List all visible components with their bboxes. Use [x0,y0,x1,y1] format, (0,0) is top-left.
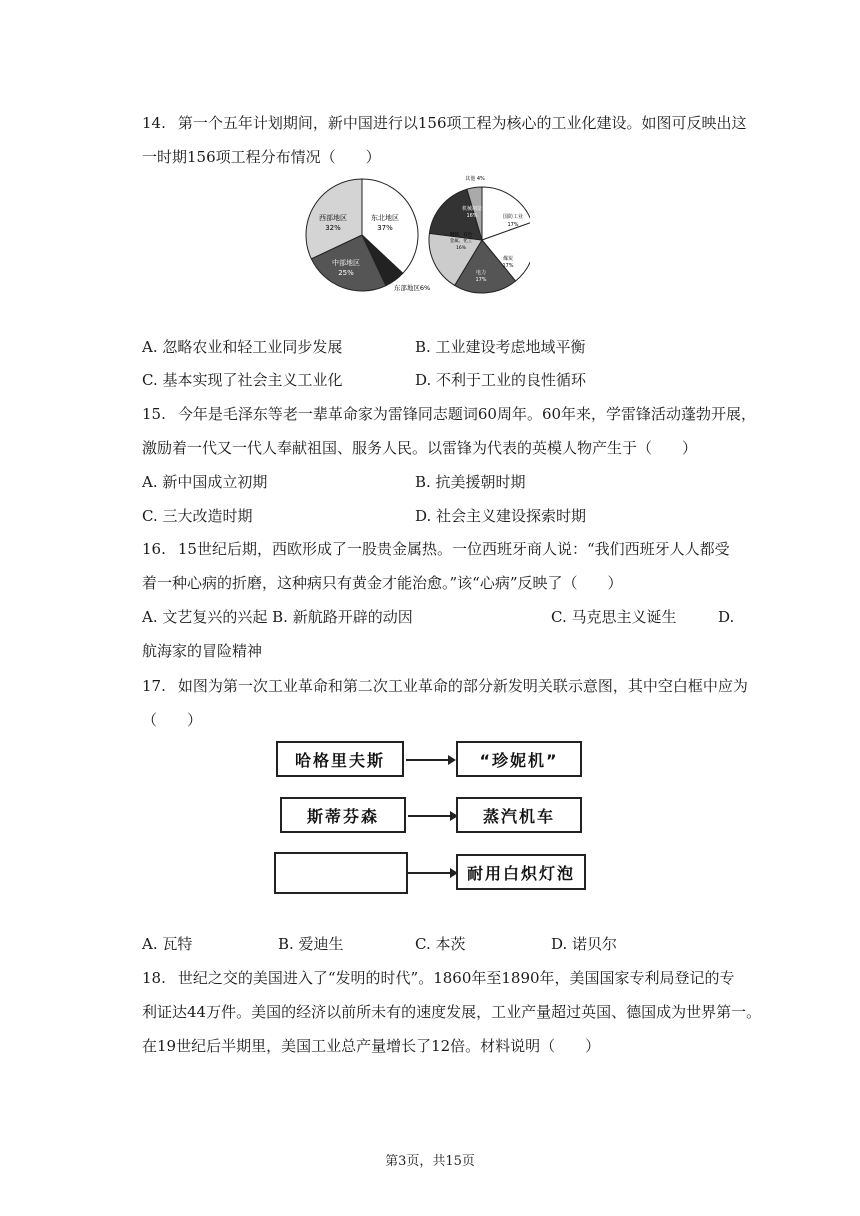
q16-option-d-text[interactable]: 航海家的冒险精神 [142,642,263,660]
q14-option-d[interactable]: D. 不利于工业的良性循环 [415,371,587,389]
pie-right-label-steel: 钢铁、有色 [449,233,473,238]
pie-right-pct-steel: 16% [455,246,467,251]
q17-number: 17. [142,677,166,695]
q15-stem-line1: 15. 今年是毛泽东等老一辈革命家为雷锋同志题词60周年。60年来，学雷锋活动蓬勃开展， [142,405,757,423]
pie-left-label-west: 西部地区 [319,214,347,222]
q17-stem-line2: （ ） [142,711,203,729]
pie-right-label-other: 其他 4% [465,176,485,182]
pie-right-label-power: 电力 [475,270,487,276]
q14-option-a[interactable]: A. 忽略农业和轻工业同步发展 [142,338,343,356]
q16-number: 16. [142,540,166,558]
q14-option-c[interactable]: C. 基本实现了社会主义工业化 [142,371,343,389]
q15-option-c[interactable]: C. 三大改造时期 [142,507,253,525]
q17-option-b[interactable]: B. 爱迪生 [278,935,344,953]
pie-right-label-defense: 国防工业 [502,214,524,220]
pie-right-label-machinery: 机械制造 [461,206,483,212]
q18-stem-line1: 18. 世纪之交的美国进入了“发明的时代”。1860年至1890年，美国国家专利局登记的专 [142,969,735,987]
pie-right-pct-power: 17% [475,277,487,283]
pie-left-pct-northeast: 37% [377,224,393,232]
diagram-box-jenny: “珍妮机” [456,741,582,777]
pie-right-pct-machinery: 16% [466,213,478,219]
diagram-box-hargreaves: 哈格里夫斯 [276,741,404,777]
q16-stem-line1: 16. 15世纪后期，西欧形成了一股贵金属热。一位西班牙商人说：“我们西班牙人人都受 [142,540,730,558]
pie-right-pct-coal: 17% [502,263,514,269]
q16-option-c[interactable]: C. 马克思主义诞生 [551,608,677,626]
q17-option-a[interactable]: A. 瓦特 [142,935,193,953]
pie-right-label-steel2: 金属、化工 [449,239,473,244]
q17-diagram [270,735,600,900]
pie-chart-regions [306,179,418,291]
pie-left-pct-west: 32% [325,224,341,232]
pie-right-pct-defense: 17% [507,222,519,228]
q15-option-b[interactable]: B. 抗美援朝时期 [415,473,526,491]
q15-number: 15. [142,405,166,423]
q18-stem-line3: 在19世纪后半期里，美国工业总产量增长了12倍。材料说明（ ） [142,1037,601,1055]
pie-left-label-east: 东部地区6% [393,284,431,292]
diagram-box-blank [274,852,408,894]
diagram-box-lightbulb: 耐用白炽灯泡 [456,854,586,890]
q17-stem-line1: 17. 如图为第一次工业革命和第二次工业革命的部分新发明关联示意图，其中空白框中应为 [142,677,748,695]
q16-option-d[interactable]: D. [718,608,735,626]
diagram-box-stephenson: 斯蒂芬森 [280,797,406,833]
q16-option-ab[interactable]: A. 文艺复兴的兴起 B. 新航路开辟的动因 [142,608,413,626]
q14-figure [300,170,530,300]
q15-option-d[interactable]: D. 社会主义建设探索时期 [415,507,587,525]
q14-stem-line1: 14. 第一个五年计划期间，新中国进行以156项工程为核心的工业化建设。如图可反映出这 [142,114,747,132]
page-number: 第3页，共15页 [385,1154,475,1169]
pie-right-label-coal: 煤炭 [502,256,514,262]
q17-option-d[interactable]: D. 诺贝尔 [551,935,618,953]
diagram-box-locomotive: 蒸汽机车 [456,797,582,833]
q14-option-b[interactable]: B. 工业建设考虑地域平衡 [415,338,586,356]
q15-option-a[interactable]: A. 新中国成立初期 [142,473,268,491]
q18-stem-line2: 利证达44万件。美国的经济以前所未有的速度发展，工业产量超过英国、德国成为世界第一。 [142,1003,762,1021]
q16-stem-line2: 着一种心病的折磨，这种病只有黄金才能治愈。”该“心病”反映了（ ） [142,574,623,592]
q17-option-c[interactable]: C. 本茨 [415,935,466,953]
pie-left-label-northeast: 东北地区 [371,214,399,222]
q15-stem-line2: 激励着一代又一代人奉献祖国、服务人民。以雷锋为代表的英模人物产生于（ ） [142,439,698,457]
diagram-arrow-3 [408,872,456,874]
diagram-arrow-2 [408,815,456,817]
diagram-arrow-1 [406,759,454,761]
q14-number: 14. [142,114,166,132]
pie-left-label-central: 中部地区 [332,259,360,267]
pie-left-pct-central: 25% [338,269,354,277]
q14-stem-line2: 一时期156项工程分布情况（ ） [142,148,381,166]
q18-number: 18. [142,969,166,987]
